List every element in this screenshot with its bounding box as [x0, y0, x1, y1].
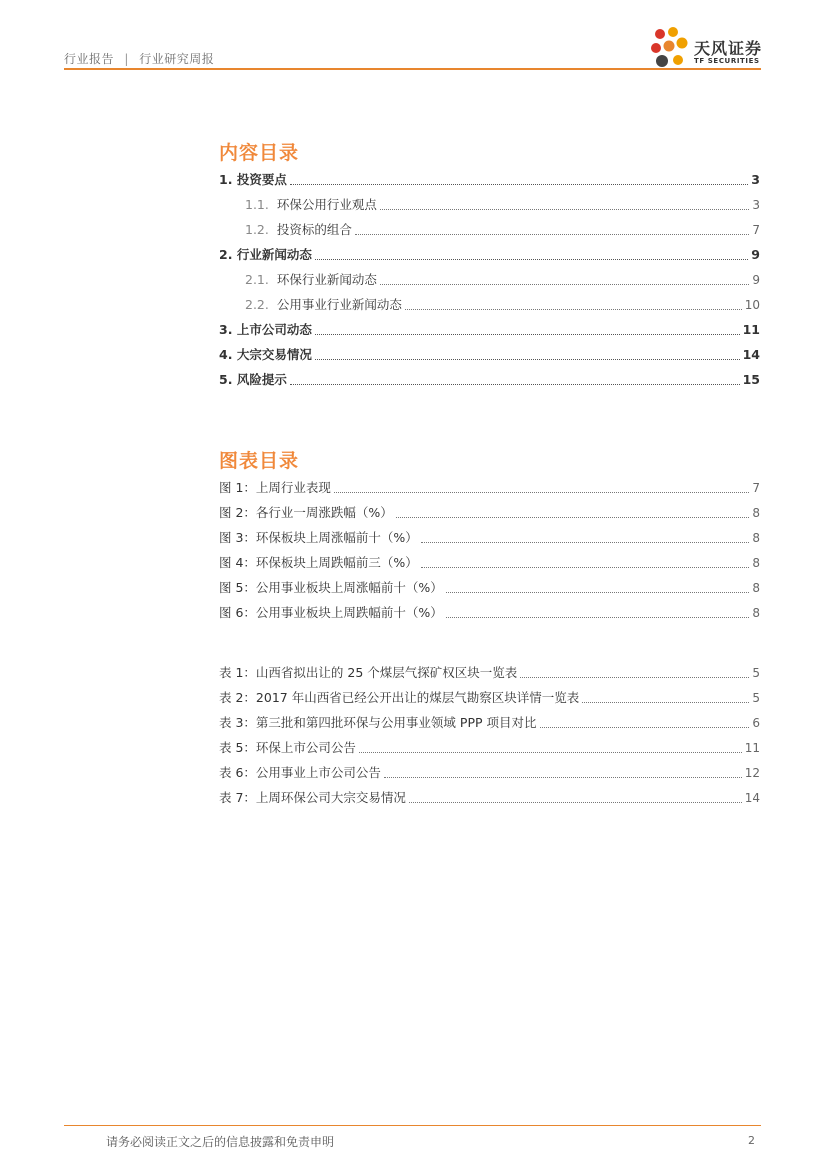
- figure-entry[interactable]: [219, 505, 760, 521]
- toc-page: 15: [742, 372, 760, 387]
- table-page: 12: [744, 766, 760, 780]
- table-page: 5: [752, 691, 760, 705]
- toc-label: 风险提示: [236, 372, 287, 387]
- table-entry[interactable]: [219, 665, 760, 681]
- toc-leader: [355, 233, 749, 235]
- toc-leader: [380, 283, 749, 285]
- toc-leader: [359, 751, 742, 753]
- figure-page: 8: [752, 531, 760, 545]
- toc-number: 2.1.: [245, 272, 269, 287]
- figure-label: 图 5：公用事业板块上周涨幅前十（%）: [219, 580, 443, 595]
- toc-label: 大宗交易情况: [236, 347, 312, 362]
- toc-label: 上市公司动态: [236, 322, 312, 337]
- toc-leader: [384, 776, 742, 778]
- logo-subtitle: TF SECURITIES: [694, 57, 760, 65]
- toc-item[interactable]: [219, 347, 760, 363]
- toc-item[interactable]: [245, 197, 760, 213]
- table-label: 表 2：2017 年山西省已经公开出让的煤层气勘察区块详情一览表: [219, 690, 580, 705]
- report-category: [64, 50, 214, 67]
- page-number: 2: [748, 1134, 755, 1147]
- toc-page: 9: [752, 273, 760, 287]
- toc-leader: [520, 676, 749, 678]
- toc-number: 1.1.: [245, 197, 269, 212]
- toc-leader: [446, 616, 750, 618]
- header-separator: |: [124, 52, 129, 66]
- figure-page: 8: [752, 606, 760, 620]
- table-label: 表 7：上周环保公司大宗交易情况: [219, 790, 406, 805]
- figure-label: 图 2：各行业一周涨跌幅（%）: [219, 505, 393, 520]
- toc-leader: [315, 258, 748, 260]
- toc-leader: [334, 491, 749, 493]
- toc-item[interactable]: [245, 297, 760, 313]
- toc-item[interactable]: [245, 272, 760, 288]
- toc-number: 5.: [219, 372, 233, 387]
- toc-page: 3: [752, 198, 760, 212]
- toc-label: 行业新闻动态: [236, 247, 312, 262]
- toc-number: 2.2.: [245, 297, 269, 312]
- table-entry[interactable]: [219, 690, 760, 706]
- toc-label: 环保行业新闻动态: [276, 272, 377, 287]
- toc-number: 2.: [219, 247, 233, 262]
- toc-item[interactable]: [219, 372, 760, 388]
- toc-page: 3: [751, 172, 760, 187]
- toc-page: 10: [744, 298, 760, 312]
- toc-leader: [582, 701, 749, 703]
- header-rule: [64, 68, 761, 70]
- toc-label: 公用事业行业新闻动态: [276, 297, 402, 312]
- toc-number: 4.: [219, 347, 233, 362]
- toc-number: 1.2.: [245, 222, 269, 237]
- toc-page: 7: [752, 223, 760, 237]
- toc-number: 3.: [219, 322, 233, 337]
- figure-entry[interactable]: [219, 605, 760, 621]
- toc-item[interactable]: [219, 322, 760, 338]
- toc-label: 投资要点: [236, 172, 287, 187]
- figure-label: 图 3：环保板块上周涨幅前十（%）: [219, 530, 418, 545]
- toc-item[interactable]: [245, 222, 760, 238]
- toc-leader: [446, 591, 750, 593]
- toc-label: 环保公用行业观点: [276, 197, 377, 212]
- toc-number: 1.: [219, 172, 233, 187]
- table-label: 表 3：第三批和第四批环保与公用事业领域 PPP 项目对比: [219, 715, 537, 730]
- toc-page: 14: [742, 347, 760, 362]
- toc-item[interactable]: [219, 247, 760, 263]
- table-label: 表 6：公用事业上市公司公告: [219, 765, 381, 780]
- table-page: 11: [744, 741, 760, 755]
- table-page: 5: [752, 666, 760, 680]
- toc-page: 9: [751, 247, 760, 262]
- toc-leader: [290, 183, 748, 185]
- table-entry[interactable]: [219, 790, 760, 806]
- toc-leader: [409, 801, 742, 803]
- figure-page: 7: [752, 481, 760, 495]
- charts-index-title: 图表目录: [219, 450, 300, 472]
- toc-item[interactable]: [219, 172, 760, 188]
- figure-page: 8: [752, 581, 760, 595]
- footer-rule: [64, 1125, 761, 1126]
- toc-leader: [396, 516, 750, 518]
- toc-page: 11: [742, 322, 760, 337]
- table-entry[interactable]: [219, 765, 760, 781]
- table-label: 表 5：环保上市公司公告: [219, 740, 356, 755]
- table-page: 6: [752, 716, 760, 730]
- toc-leader: [540, 726, 750, 728]
- toc-leader: [405, 308, 742, 310]
- table-entry[interactable]: [219, 715, 760, 731]
- table-label: 表 1：山西省拟出让的 25 个煤层气探矿权区块一览表: [219, 665, 518, 680]
- disclaimer-notice: 请务必阅读正文之后的信息披露和免责申明: [106, 1135, 335, 1149]
- subcategory-label: 行业研究周报: [139, 52, 215, 66]
- table-page: 14: [744, 791, 760, 805]
- toc-leader: [421, 541, 750, 543]
- toc-leader: [315, 333, 740, 335]
- toc-leader: [421, 566, 750, 568]
- toc-leader: [380, 208, 749, 210]
- category-label: 行业报告: [64, 52, 115, 66]
- toc-label: 投资标的组合: [276, 222, 352, 237]
- table-entry[interactable]: [219, 740, 760, 756]
- figure-label: 图 6：公用事业板块上周跌幅前十（%）: [219, 605, 443, 620]
- figure-page: 8: [752, 506, 760, 520]
- figure-label: 图 4：环保板块上周跌幅前三（%）: [219, 555, 418, 570]
- contents-title: 内容目录: [219, 142, 300, 164]
- figure-entry[interactable]: [219, 580, 760, 596]
- figure-entry[interactable]: [219, 530, 760, 546]
- figure-page: 8: [752, 556, 760, 570]
- toc-leader: [315, 358, 740, 360]
- figure-label: 图 1：上周行业表现: [219, 480, 331, 495]
- figure-entry[interactable]: [219, 480, 760, 496]
- figure-entry[interactable]: [219, 555, 760, 571]
- logo-name: 天风证券: [694, 39, 763, 58]
- toc-leader: [290, 383, 740, 385]
